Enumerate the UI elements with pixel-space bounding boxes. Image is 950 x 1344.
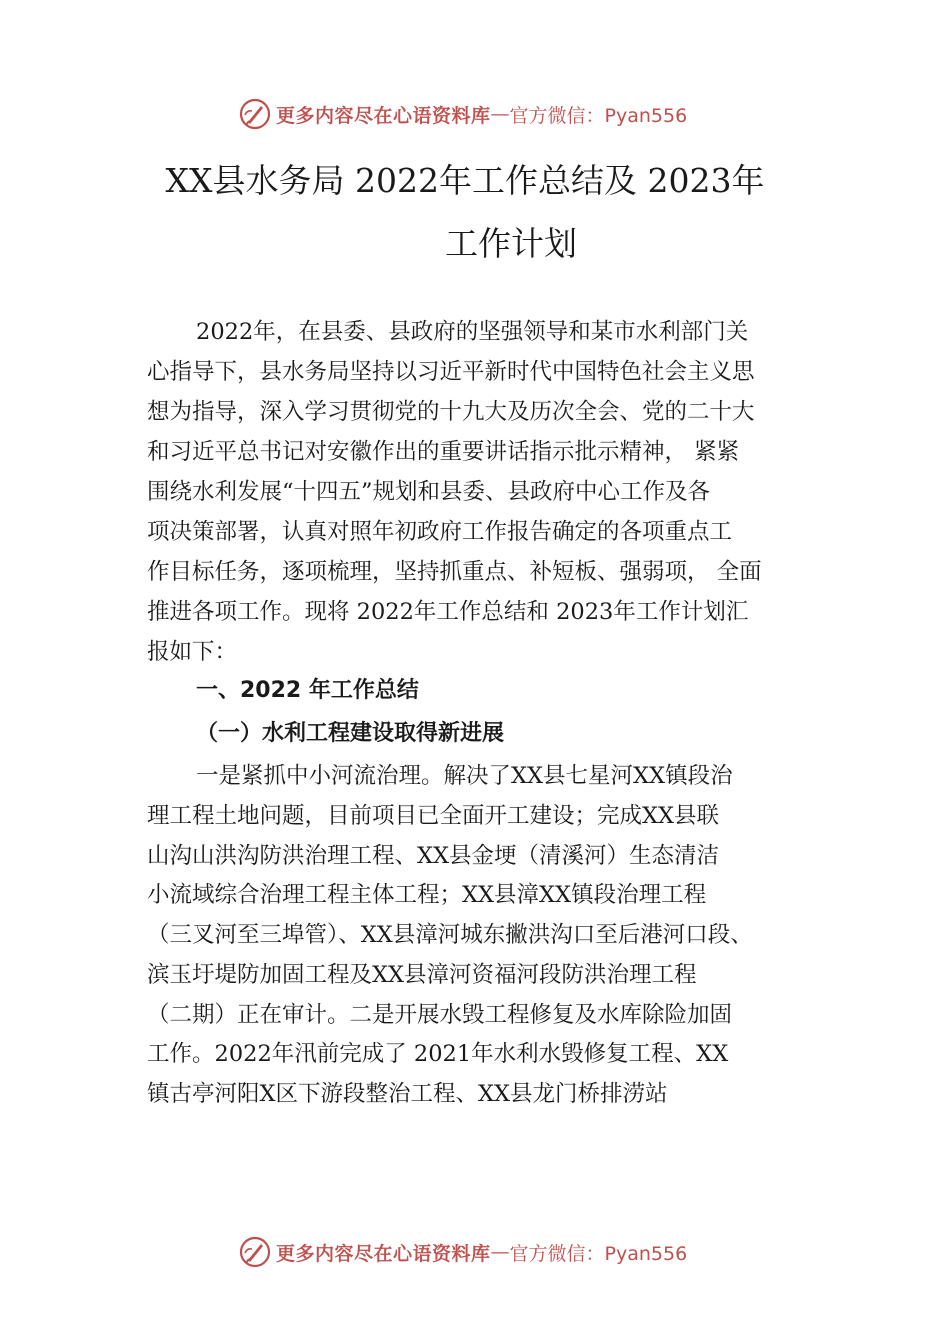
section-line: （三叉河至三埠管）、XX县漳河城东撇洪沟口至后港河口段、	[147, 922, 753, 948]
quill-pen-logo-icon	[238, 97, 272, 131]
section-line: 山沟山洪沟防洪治理工程、XX县金埂（清溪河）生态清洁	[147, 843, 720, 869]
watermark-separator: —	[490, 1241, 510, 1263]
section-heading: 一、2022 年工作总结	[196, 678, 419, 703]
subsection-heading: （一）水利工程建设取得新进展	[196, 720, 505, 746]
section-line: 小流域综合治理工程主体工程；XX县漳XX镇段治理工程	[147, 882, 707, 908]
intro-line: 项决策部署，认真对照年初政府工作报告确定的各项重点工	[147, 519, 733, 545]
section-line: 一是紧抓中小河流治理。解决了XX县七星河XX镇段治	[196, 763, 733, 789]
intro-line: 推进各项工作。现将 2022年工作总结和 2023年工作计划汇	[147, 599, 749, 625]
intro-line: 作目标任务，逐项梳理，坚持抓重点、补短板、强弱项， 全面	[147, 559, 762, 585]
intro-line: 围绕水利发展“十四五”规划和县委、县政府中心工作及各	[147, 479, 711, 505]
intro-line: 想为指导，深入学习贯彻党的十九大及历次全会、党的二十大	[147, 399, 755, 425]
watermark-wechat-text: 官方微信：Pyan556	[509, 1242, 688, 1265]
section-line: 镇古亭河阳X区下游段整治工程、XX县龙门桥排涝站	[147, 1081, 668, 1107]
watermark-wechat-text: 官方微信：Pyan556	[509, 104, 688, 127]
intro-line: 2022年，在县委、县政府的坚强领导和某市水利部门关	[196, 319, 749, 345]
section-line: 工作。2022年汛前完成了 2021年水利水毁修复工程、XX	[147, 1041, 729, 1067]
document-title-line-1: XX县水务局 2022年工作总结及 2023年	[165, 161, 765, 200]
intro-line: 报如下：	[147, 639, 238, 665]
intro-line: 心指导下，县水务局坚持以习近平新时代中国特色社会主义思	[147, 359, 755, 385]
watermark-header	[238, 94, 687, 134]
section-line: 滨玉圩堤防加固工程及XX县漳河资福河段防洪治理工程	[147, 962, 697, 988]
document-title-line-2: 工作计划	[445, 224, 577, 263]
quill-pen-logo-icon	[238, 1235, 272, 1269]
watermark-brand-text: 更多内容尽在心语资料库	[276, 1242, 491, 1265]
watermark-separator: —	[490, 103, 510, 125]
section-line: 理工程土地问题，目前项目已全面开工建设；完成XX县联	[147, 803, 720, 829]
section-line: （二期）正在审计。二是开展水毁工程修复及水库除险加固	[147, 1002, 733, 1028]
watermark-brand-text: 更多内容尽在心语资料库	[276, 104, 491, 127]
intro-line: 和习近平总书记对安徽作出的重要讲话指示批示精神， 紧紧	[147, 439, 740, 465]
watermark-footer	[238, 1232, 687, 1272]
